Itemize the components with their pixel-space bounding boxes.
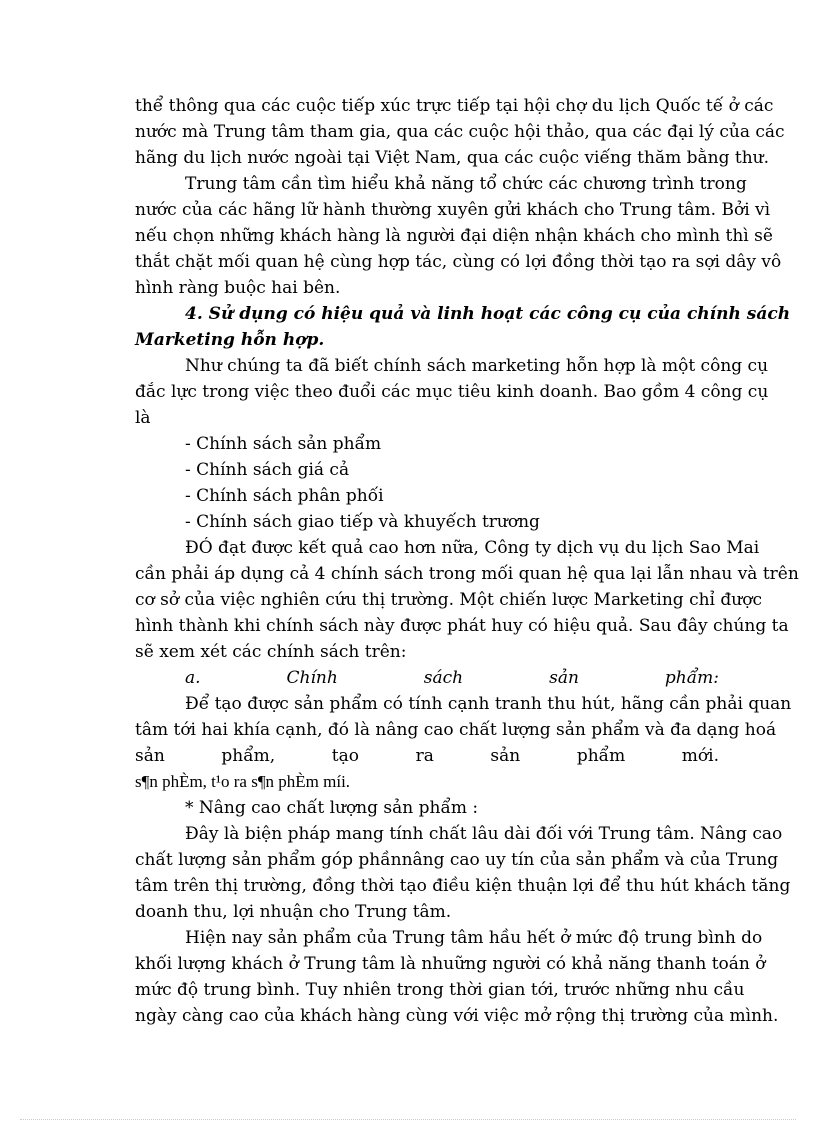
page-bottom-divider — [20, 1119, 796, 1120]
paragraph-line: cơ sở của việc nghiên cứu thị trường. Một chiến lược Marketing chỉ được — [135, 590, 762, 610]
paragraph-line: là — [135, 408, 151, 428]
paragraph-line: doanh thu, lợi nhuận cho Trung tâm. — [135, 902, 452, 922]
list-item: - Chính sách giao tiếp và khuyếch trương — [185, 512, 540, 532]
paragraph-line: nước của các hãng lữ hành thường xuyên gửi khách cho Trung tâm. Bởi vì — [135, 200, 771, 220]
paragraph-line: hãng du lịch nước ngoài tại Việt Nam, qua các cuộc viếng thăm bằng thư. — [135, 148, 769, 168]
paragraph-line: hình thành khi chính sách này được phát huy có hiệu quả. Sau đây chúng ta — [135, 616, 789, 636]
paragraph-line: tâm tới hai khía cạnh, đó là nâng cao chất lượng sản phẩm và đa dạng hoá — [135, 720, 777, 740]
paragraph-line: tâm trên thị trường, đồng thời tạo điều kiện thuận lợi để thu hút khách tăng — [135, 876, 791, 896]
paragraph-line: thắt chặt mối quan hệ cùng hợp tác, cùng có lợi đồng thời tạo ra sợi dây vô — [135, 252, 782, 272]
paragraph-line: mức độ trung bình. Tuy nhiên trong thời gian tới, trước những nhu cầu — [135, 980, 745, 1000]
paragraph-line: sản phẩm, tạo ra sản phẩm mới. — [135, 746, 719, 766]
paragraph-line: chất lượng sản phẩm góp phầnnâng cao uy tín của sản phẩm và của Trung — [135, 850, 779, 870]
paragraph-line: nếu chọn những khách hàng là người đại diện nhận khách cho mình thì sẽ — [135, 226, 773, 246]
paragraph-line: nước mà Trung tâm tham gia, qua các cuộc hội thảo, qua các đại lý của các — [135, 122, 785, 142]
section-heading: Marketing hỗn hợp. — [135, 330, 325, 350]
paragraph-line: khối lượng khách ở Trung tâm là nhuững người có khả năng thanh toán ở — [135, 954, 766, 974]
paragraph-line: Đây là biện pháp mang tính chất lâu dài đối với Trung tâm. Nâng cao — [185, 824, 783, 844]
paragraph-line: Hiện nay sản phẩm của Trung tâm hầu hết ở mức độ trung bình do — [185, 928, 763, 948]
paragraph-line: đắc lực trong việc theo đuổi các mục tiêu kinh doanh. Bao gồm 4 công cụ — [135, 382, 769, 402]
subsection-heading: a. Chính sách sản phẩm: — [185, 668, 719, 688]
paragraph-line: Để tạo được sản phẩm có tính cạnh tranh thu hút, hãng cần phải quan — [185, 694, 792, 714]
garbled-line: s¶n phÈm, t¹o ra s¶n phÈm míi. — [135, 772, 351, 791]
paragraph-line: hình ràng buộc hai bên. — [135, 278, 341, 298]
list-item: - Chính sách phân phối — [185, 486, 384, 506]
paragraph-line: Trung tâm cần tìm hiểu khả năng tổ chức các chương trình trong — [185, 174, 747, 194]
list-item: - Chính sách giá cả — [185, 460, 350, 480]
paragraph-line: thể thông qua các cuộc tiếp xúc trực tiếp tại hội chợ du lịch Quốc tế ở các — [135, 96, 774, 116]
paragraph-line: Như chúng ta đã biết chính sách marketing hỗn hợp là một công cụ — [185, 356, 769, 376]
bullet-heading: * Nâng cao chất lượng sản phẩm : — [185, 798, 479, 818]
paragraph-line: sẽ xem xét các chính sách trên: — [135, 642, 407, 662]
paragraph-line: cần phải áp dụng cả 4 chính sách trong mối quan hệ qua lại lẫn nhau và trên — [135, 564, 799, 584]
list-item: - Chính sách sản phẩm — [185, 434, 382, 454]
paragraph-line: ĐÓ đạt được kết quả cao hơn nữa, Công ty dịch vụ du lịch Sao Mai — [185, 538, 760, 558]
paragraph-line: ngày càng cao của khách hàng cùng với việc mở rộng thị trường của mình. — [135, 1006, 779, 1026]
section-heading: 4. Sử dụng có hiệu quả và linh hoạt các công cụ của chính sách — [185, 304, 791, 324]
